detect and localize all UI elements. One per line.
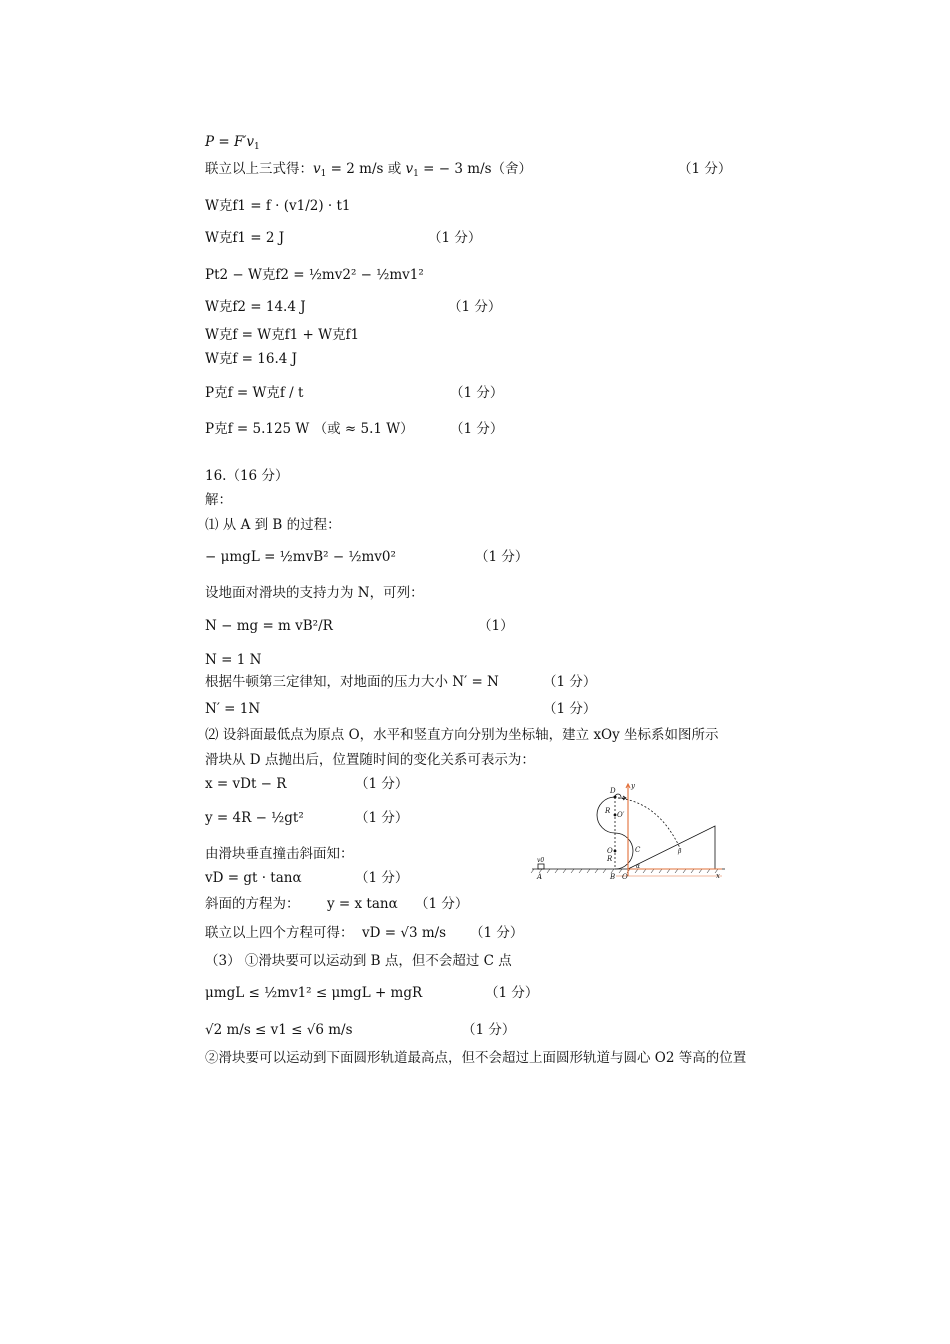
speed-range-inequality: √2 m/s ≤ v1 ≤ √6 m/s xyxy=(205,1022,353,1038)
slope-equation: y = x tanα xyxy=(327,896,398,912)
work-friction-2-value: W克f2 = 14.4 J xyxy=(205,299,306,315)
points-label: （1 分） xyxy=(355,870,409,886)
work-friction-1-equation: W克f1 = f · (v1/2) · t1 xyxy=(205,198,351,214)
label-x-axis: x xyxy=(716,872,720,880)
part-2-intro: ⑵ 设斜面最低点为原点 O，水平和竖直方向分别为坐标轴，建立 xOy 坐标系如图所示 xyxy=(205,727,719,743)
points-label: （1 分） xyxy=(450,421,504,437)
velocity-d-equation: vD = gt · tanα xyxy=(205,870,302,886)
normal-force-intro: 设地面对滑块的支持力为 N，可列： xyxy=(205,585,424,601)
points-label: （1 分） xyxy=(543,674,597,690)
label-r1: R xyxy=(605,807,611,815)
label-origin: O xyxy=(622,873,628,880)
points-label: （1 分） xyxy=(355,776,409,792)
part-3-intro: （3） ①滑块要可以运动到 B 点，但不会超过 C 点 xyxy=(205,953,512,969)
part-1-intro: ⑴ 从 A 到 B 的过程： xyxy=(205,517,341,533)
combine-result: vD = √3 m/s xyxy=(362,925,447,941)
projectile-motion-intro: 滑块从 D 点抛出后，位置随时间的变化关系可表示为： xyxy=(205,752,535,768)
friction-power-value: P克f = 5.125 W （或 ≈ 5.1 W） xyxy=(205,421,414,437)
points-label: （1 分） xyxy=(678,161,732,177)
work-energy-equation: − μmgL = ½mvB² − ½mv0² xyxy=(205,549,396,565)
label-o-prime: O′ xyxy=(617,811,625,819)
points-label: （1 分） xyxy=(448,299,502,315)
x-position-equation: x = vDt − R xyxy=(205,776,287,792)
y-position-equation: y = 4R − ½gt² xyxy=(205,810,304,826)
friction-power-equation: P克f = W克f / t xyxy=(205,385,304,401)
work-friction-sum-equation: W克f = W克f1 + W克f1 xyxy=(205,327,360,343)
points-label: （1 分） xyxy=(485,985,539,1001)
question-16-title: 16.（16 分） xyxy=(205,468,289,484)
label-beta: β xyxy=(678,848,682,855)
points-label: （1 分） xyxy=(475,549,529,565)
label-c: C xyxy=(635,846,641,854)
label-a: A xyxy=(537,873,543,880)
combine-label: 联立以上四个方程可得： xyxy=(205,925,354,941)
points-label: （1） xyxy=(478,618,514,634)
label-v0: v0 xyxy=(537,857,545,864)
work-friction-1-value: W克f1 = 2 J xyxy=(205,230,285,246)
work-friction-sum-value: W克f = 16.4 J xyxy=(205,351,298,367)
label-y-axis: y xyxy=(631,782,635,790)
label-o-low: O xyxy=(607,847,613,855)
points-label: （1 分） xyxy=(355,810,409,826)
points-label: （1 分） xyxy=(415,896,469,912)
solve-speed-line: 联立以上三式得：$v_1 = 2$ m/s 或 $v_1$ = − 3 m/s（舍） xyxy=(205,161,533,179)
pressure-force-value: N′ = 1N xyxy=(205,701,261,717)
newton-third-law-line: 根据牛顿第三定律知，对地面的压力大小 N′ = N xyxy=(205,674,499,690)
points-label: （1 分） xyxy=(450,385,504,401)
power-equation: $P = F'v_1$ xyxy=(205,134,260,152)
perpendicular-impact-intro: 由滑块垂直撞击斜面知： xyxy=(205,846,354,862)
normal-force-equation: N − mg = m vB²/R xyxy=(205,618,333,634)
label-alpha: α xyxy=(636,863,641,870)
points-label: （1 分） xyxy=(543,701,597,717)
part-3-condition-2: ②滑块要可以运动到下面圆形轨道最高点，但不会超过上面圆形轨道与圆心 O2 等高的位置 xyxy=(205,1050,747,1066)
solution-label: 解： xyxy=(205,492,232,508)
track-diagram xyxy=(530,780,730,880)
energy-inequality: μmgL ≤ ½mv1² ≤ μmgL + mgR xyxy=(205,985,423,1001)
label-r2: R xyxy=(607,855,613,863)
normal-force-value: N = 1 N xyxy=(205,652,262,668)
energy-theorem-equation: Pt2 − W克f2 = ½mv2² − ½mv1² xyxy=(205,267,424,283)
label-b: B xyxy=(610,873,616,880)
points-label: （1 分） xyxy=(470,925,524,941)
slope-equation-label: 斜面的方程为： xyxy=(205,896,300,912)
points-label: （1 分） xyxy=(462,1022,516,1038)
points-label: （1 分） xyxy=(428,230,482,246)
label-d: D xyxy=(610,787,616,795)
